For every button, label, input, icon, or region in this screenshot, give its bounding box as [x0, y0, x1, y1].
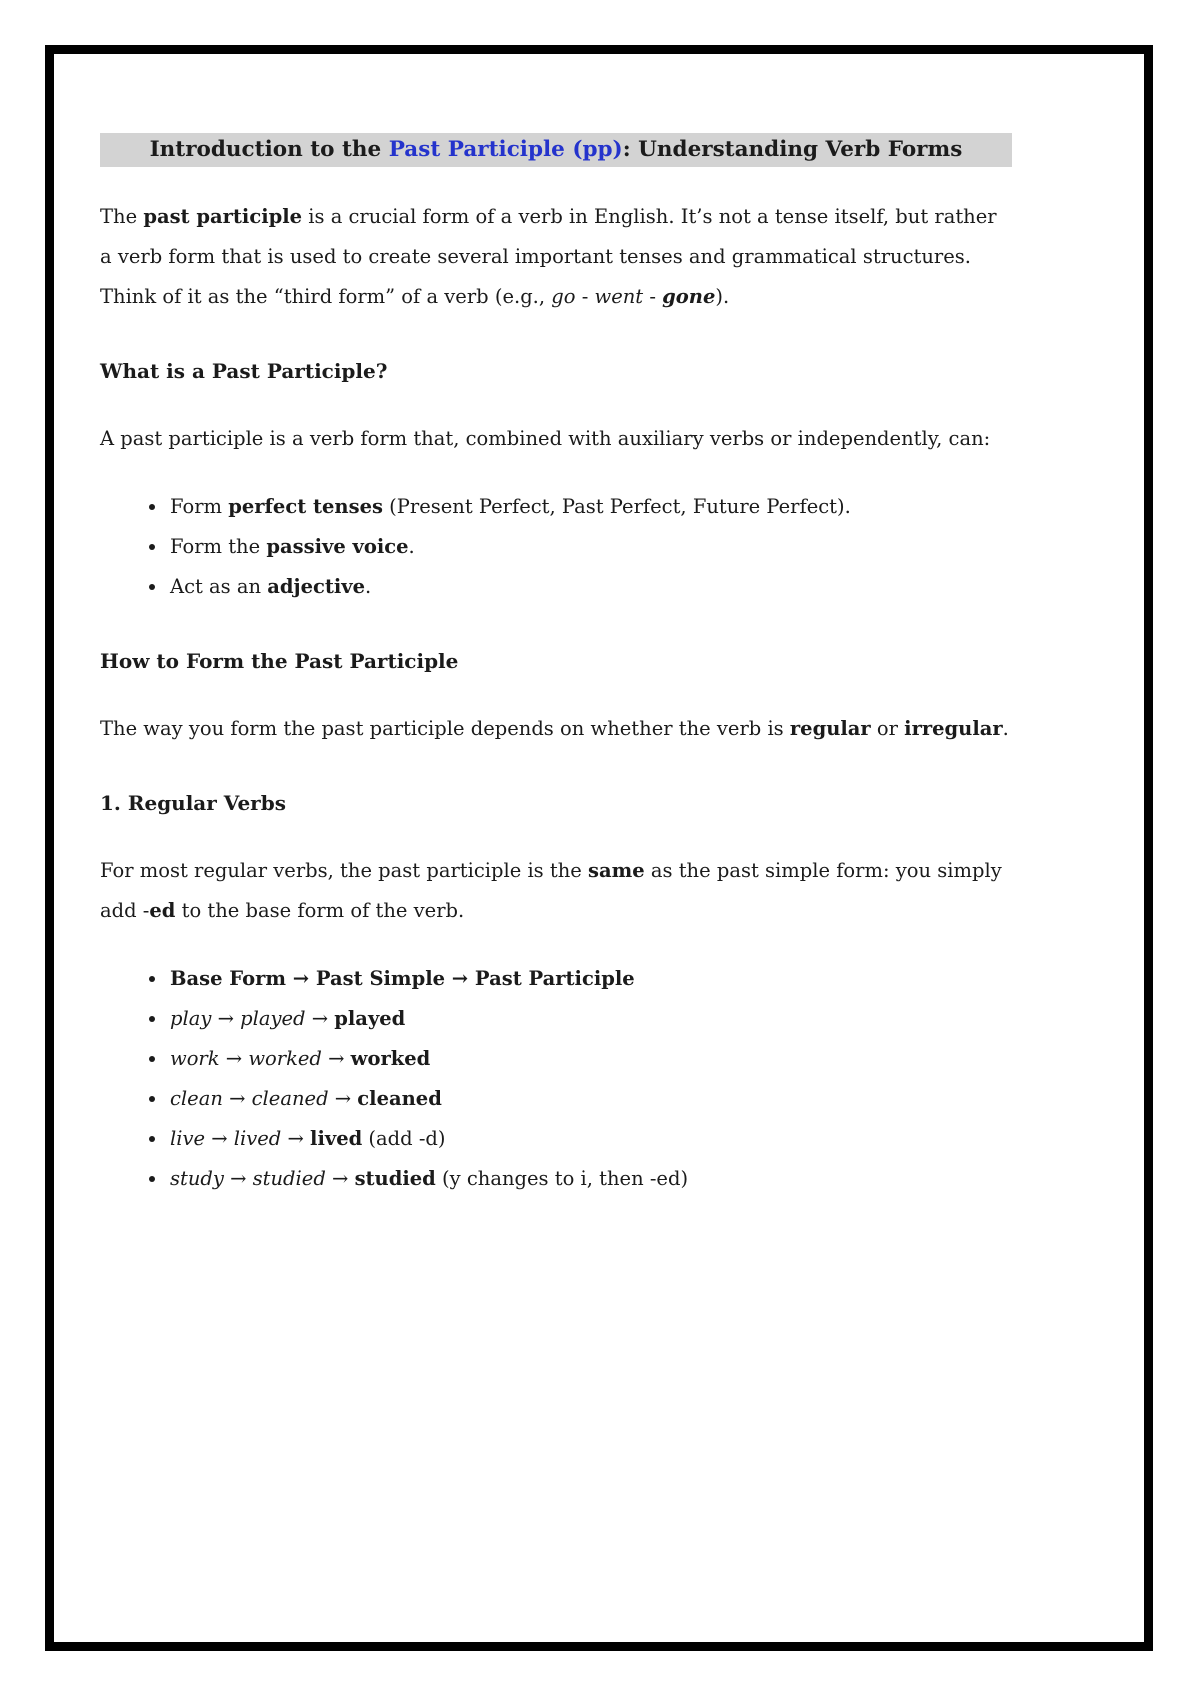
bullet-list: [100, 487, 1012, 607]
text-run: Form the: [170, 535, 267, 558]
text-run: lived: [233, 1127, 282, 1150]
text-run: worked: [248, 1047, 322, 1070]
text-run: live: [170, 1127, 206, 1150]
text-run: went: [594, 285, 644, 308]
text-run: .: [408, 535, 415, 558]
text-run: .: [1002, 717, 1009, 740]
text-run: clean: [170, 1087, 223, 1110]
text-run: perfect tenses: [228, 495, 383, 518]
text-run: -: [643, 285, 663, 308]
bullet-item: [168, 487, 1012, 527]
text-run: How to Form the Past Participle: [100, 649, 459, 673]
section-heading: [100, 783, 1012, 823]
bullet-list: [100, 959, 1012, 1199]
paragraph: [100, 851, 1012, 931]
bullet-item: [168, 1159, 1012, 1199]
page-border-frame: [45, 45, 1153, 1651]
text-run: A past participle is a verb form that, combined with auxiliary verbs or independently, can:: [100, 427, 991, 450]
text-run: gone: [662, 285, 716, 308]
text-run: →: [305, 1007, 335, 1030]
text-run: →: [321, 1047, 351, 1070]
text-run: →: [222, 1087, 252, 1110]
bullet-item: [168, 1079, 1012, 1119]
text-run: to the base form of the verb.: [175, 899, 465, 922]
text-run: study: [170, 1167, 224, 1190]
text-run: -: [575, 285, 595, 308]
text-run: irregular: [904, 717, 1003, 740]
text-run: Base Form → Past Simple → Past Participle: [170, 967, 635, 990]
text-run: →: [325, 1167, 355, 1190]
text-run: cleaned: [357, 1087, 442, 1110]
text-run: lived: [310, 1127, 363, 1150]
text-run: played: [240, 1007, 306, 1030]
document-content: [54, 54, 1144, 1199]
text-run: past participle: [143, 205, 303, 228]
text-run: as the past simple form: you simply add -: [100, 859, 1002, 922]
text-run: The: [100, 205, 144, 228]
text-run: : Understanding Verb Forms: [622, 137, 963, 162]
text-run: .: [365, 575, 372, 598]
text-run: →: [211, 1007, 241, 1030]
text-run: →: [281, 1127, 311, 1150]
text-run: →: [328, 1087, 358, 1110]
text-run: is a crucial form of a verb in English. It’s not a tense itself, but rather a verb form that is used to create several important tenses and grammatical structures. Think of it as the “third form” of a verb (e.g.,: [100, 205, 997, 308]
text-run: cleaned: [251, 1087, 329, 1110]
text-run: passive voice: [266, 535, 409, 558]
text-run: ).: [715, 285, 730, 308]
text-run: play: [170, 1007, 212, 1030]
text-run: go: [551, 285, 576, 308]
text-run: work: [170, 1047, 220, 1070]
text-run: For most regular verbs, the past participle is the: [100, 859, 589, 882]
text-run: adjective: [267, 575, 366, 598]
text-run: What is a Past Participle?: [100, 359, 388, 383]
text-run: worked: [350, 1047, 431, 1070]
paragraph: [100, 709, 1012, 749]
text-run: played: [334, 1007, 406, 1030]
text-run: Form: [170, 495, 229, 518]
section-heading: [100, 641, 1012, 681]
bullet-item: [168, 959, 1012, 999]
text-run: (Present Perfect, Past Perfect, Future Perfect).: [382, 495, 851, 518]
paragraph: [100, 419, 1012, 459]
bullet-item: [168, 527, 1012, 567]
bullet-item: [168, 1119, 1012, 1159]
text-run: regular: [789, 717, 871, 740]
text-run: or: [870, 717, 905, 740]
text-run: Past Participle (pp): [388, 137, 623, 162]
text-run: 1. Regular Verbs: [100, 791, 286, 815]
bullet-item: [168, 1039, 1012, 1079]
bullet-item: [168, 999, 1012, 1039]
text-run: →: [219, 1047, 249, 1070]
text-run: ed: [149, 899, 176, 922]
text-run: →: [205, 1127, 234, 1150]
text-run: studied: [252, 1167, 326, 1190]
document-title: [100, 133, 1012, 167]
text-run: →: [223, 1167, 253, 1190]
text-run: same: [588, 859, 645, 882]
text-run: (add -d): [362, 1127, 446, 1150]
section-heading: [100, 351, 1012, 391]
text-run: Introduction to the: [149, 137, 389, 162]
text-run: studied: [354, 1167, 436, 1190]
text-run: Act as an: [170, 575, 268, 598]
paragraph: [100, 197, 1012, 317]
text-run: (y changes to i, then -ed): [435, 1167, 689, 1190]
text-run: The way you form the past participle depends on whether the verb is: [100, 717, 790, 740]
bullet-item: [168, 567, 1012, 607]
